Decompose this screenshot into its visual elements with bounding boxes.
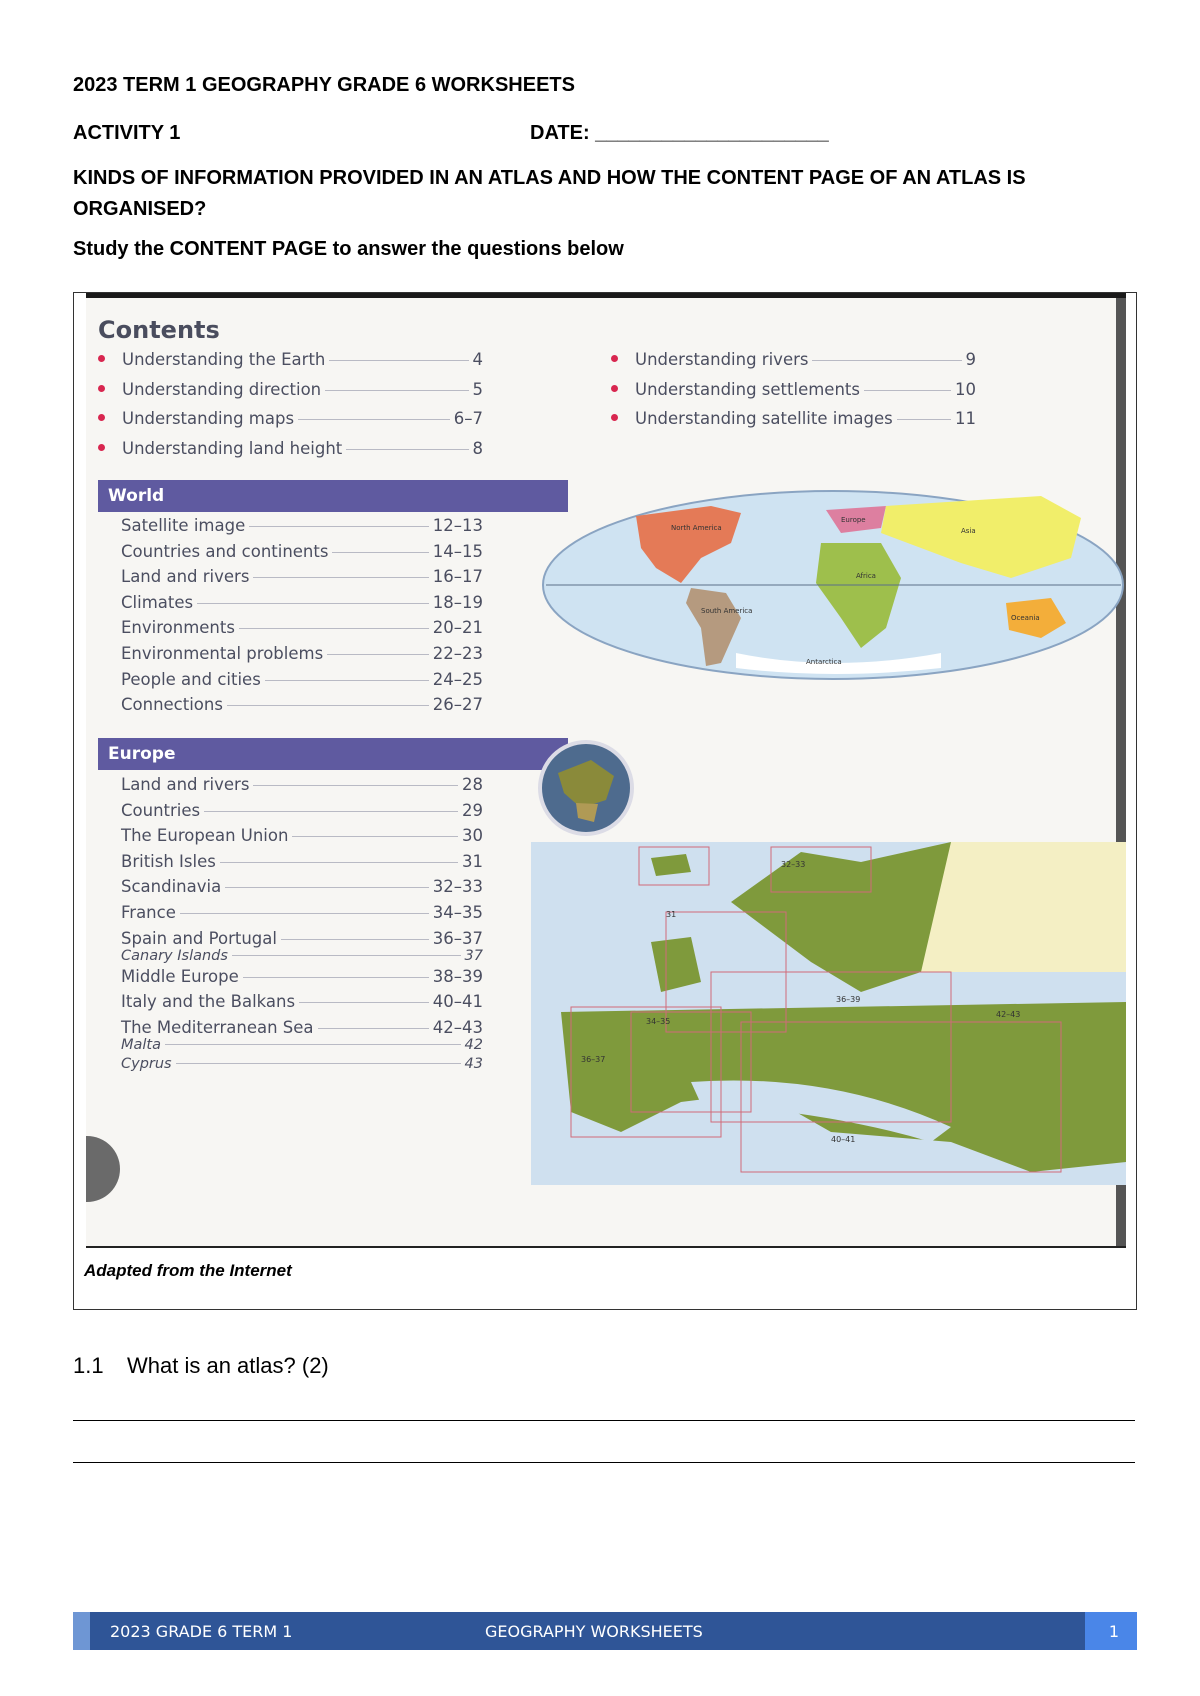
toc-entry-label: Spain and Portugal — [121, 928, 277, 948]
toc-entry — [121, 801, 483, 820]
toc-leader — [299, 1002, 429, 1003]
toc-entry-label: Connections — [121, 695, 223, 715]
toc-entry — [611, 350, 976, 369]
toc-entry — [121, 948, 483, 964]
toc-leader — [292, 836, 458, 837]
toc-entry-label: Environments — [121, 618, 235, 638]
instruction: Study the CONTENT PAGE to answer the questions below — [73, 238, 624, 260]
globe-image — [536, 738, 636, 838]
toc-entry — [121, 1056, 483, 1072]
toc-entry — [121, 516, 483, 535]
toc-entry-label: Land and rivers — [121, 775, 250, 794]
atlas-scan — [86, 293, 1126, 1248]
toc-entry-label: British Isles — [121, 851, 216, 871]
footer-page-number: 1 — [1108, 1622, 1119, 1641]
world-heading: World — [98, 480, 568, 512]
toc-leader — [812, 360, 961, 361]
map-label-antarctica: Antarctica — [806, 658, 842, 666]
toc-entry-page: 26–27 — [432, 695, 483, 715]
toc-entry-page: 32–33 — [432, 877, 483, 897]
toc-leader — [281, 939, 429, 940]
toc-entry — [611, 380, 976, 399]
toc-leader — [165, 1044, 461, 1045]
world-map-image — [541, 488, 1126, 683]
toc-entry-label: Scandinavia — [121, 877, 222, 897]
figure-caption: Adapted from the Internet — [84, 1261, 292, 1280]
toc-leader — [232, 955, 461, 956]
toc-entry-page: 37 — [464, 947, 483, 964]
map-label-36-37: 36–37 — [581, 1055, 606, 1064]
toc-entry-page: 29 — [462, 800, 483, 820]
toc-entry-page: 28 — [462, 775, 483, 794]
map-label-31: 31 — [666, 910, 677, 919]
toc-leader — [327, 654, 429, 655]
toc-leader — [243, 977, 429, 978]
toc-entry — [121, 826, 483, 845]
toc-entry-page: 6–7 — [453, 409, 483, 428]
toc-entry-label: France — [121, 903, 176, 922]
toc-entry-page: 12–13 — [432, 516, 483, 535]
toc-entry-page: 22–23 — [432, 644, 483, 663]
toc-leader — [253, 785, 458, 786]
toc-entry-label: Understanding settlements — [635, 379, 860, 399]
toc-entry-page: 24–25 — [432, 669, 483, 689]
question-1-1 — [73, 1353, 329, 1379]
europe-heading: Europe — [98, 738, 568, 770]
toc-entry-label: The European Union — [121, 826, 289, 846]
toc-entry — [121, 929, 483, 948]
toc-entry — [121, 644, 483, 663]
contents-title: Contents — [98, 316, 220, 344]
toc-leader — [318, 1028, 429, 1029]
toc-leader — [180, 913, 429, 914]
toc-entry-page: 10 — [955, 379, 976, 399]
toc-entry — [121, 903, 483, 922]
toc-entry-label: Cyprus — [121, 1055, 172, 1072]
toc-entry — [121, 852, 483, 871]
toc-entry — [98, 409, 483, 428]
footer-grade-term: 2023 GRADE 6 TERM 1 — [110, 1622, 293, 1641]
toc-leader — [239, 628, 429, 629]
toc-entry-label: The Mediterranean Sea — [121, 1017, 314, 1037]
toc-entry-page: 18–19 — [432, 592, 483, 612]
map-label-oceania: Oceania — [1011, 614, 1040, 622]
toc-entry-label: Countries — [121, 800, 201, 820]
toc-entry — [121, 967, 483, 986]
toc-entry — [98, 439, 483, 458]
toc-entry — [121, 775, 483, 794]
question-number: 1.1 — [73, 1353, 104, 1378]
toc-entry-label: Understanding rivers — [635, 350, 809, 369]
toc-entry-page: 16–17 — [432, 567, 483, 587]
toc-entry-page: 20–21 — [432, 618, 483, 638]
toc-entry — [121, 567, 483, 586]
toc-leader — [249, 526, 429, 527]
question-text: What is an atlas? (2) — [127, 1353, 329, 1378]
toc-leader — [197, 603, 429, 604]
contents-page-figure — [73, 292, 1137, 1310]
toc-entry-label: Middle Europe — [121, 966, 239, 986]
toc-entry-page: 40–41 — [432, 992, 483, 1012]
bullet-icon — [98, 444, 105, 451]
bullet-icon — [611, 385, 618, 392]
answer-line-2[interactable] — [73, 1462, 1135, 1463]
toc-entry-page: 8 — [472, 438, 483, 458]
toc-entry-page: 4 — [472, 350, 483, 369]
map-label-north-america: North America — [671, 524, 722, 532]
toc-entry-page: 36–37 — [432, 928, 483, 948]
map-label-40-41: 40–41 — [831, 1135, 856, 1144]
toc-entry-label: People and cities — [121, 669, 261, 689]
toc-entry-page: 11 — [955, 409, 976, 428]
toc-entry — [121, 670, 483, 689]
toc-entry-page: 43 — [464, 1055, 483, 1072]
worksheet-title: 2023 TERM 1 GEOGRAPHY GRADE 6 WORKSHEETS — [73, 74, 575, 96]
activity-label: ACTIVITY 1 — [73, 122, 181, 144]
toc-entry-label: Countries and continents — [121, 541, 329, 561]
toc-leader — [864, 390, 951, 391]
europe-map-image — [531, 842, 1126, 1185]
toc-leader — [332, 552, 428, 553]
toc-entry-label: Understanding direction — [122, 379, 322, 399]
answer-line-1[interactable] — [73, 1420, 1135, 1421]
toc-entry-label: Malta — [121, 1036, 161, 1053]
toc-entry — [121, 695, 483, 714]
toc-entry-page: 9 — [965, 350, 976, 369]
toc-entry — [98, 380, 483, 399]
toc-entry — [121, 992, 483, 1011]
toc-entry — [98, 350, 483, 369]
toc-leader — [897, 419, 951, 420]
bullet-icon — [611, 355, 618, 362]
toc-entry-label: Italy and the Balkans — [121, 992, 296, 1012]
toc-leader — [204, 811, 458, 812]
toc-entry — [611, 409, 976, 428]
toc-entry — [121, 1018, 483, 1037]
toc-entry-page: 38–39 — [432, 966, 483, 986]
toc-leader — [346, 449, 468, 450]
toc-entry-page: 5 — [472, 379, 483, 399]
toc-entry-page: 14–15 — [432, 541, 483, 561]
toc-entry — [121, 593, 483, 612]
toc-entry-label: Satellite image — [121, 516, 246, 535]
toc-entry-label: Understanding satellite images — [635, 409, 893, 428]
toc-entry-label: Understanding the Earth — [122, 350, 326, 369]
footer-left-accent — [73, 1612, 90, 1650]
topic-heading: KINDS OF INFORMATION PROVIDED IN AN ATLAS AND HOW THE CONTENT PAGE OF AN ATLAS IS ORGANISED? — [73, 167, 1026, 220]
toc-leader — [220, 862, 458, 863]
toc-entry — [121, 542, 483, 561]
toc-entry-page: 30 — [462, 826, 483, 846]
toc-entry-page: 34–35 — [432, 903, 483, 922]
map-label-europe: Europe — [841, 516, 866, 524]
map-label-32-33: 32–33 — [781, 860, 806, 869]
toc-entry-page: 42–43 — [432, 1017, 483, 1037]
toc-entry-label: Understanding land height — [122, 438, 343, 458]
toc-leader — [325, 390, 468, 391]
bullet-icon — [98, 385, 105, 392]
page-tab-marker — [86, 1136, 120, 1202]
toc-entry-label: Canary Islands — [121, 947, 228, 964]
toc-entry-label: Understanding maps — [122, 409, 295, 428]
toc-entry-page: 31 — [462, 851, 483, 871]
map-label-42-43: 42–43 — [996, 1010, 1021, 1019]
footer-subject: GEOGRAPHY WORKSHEETS — [485, 1622, 703, 1641]
date-field: DATE: _____________________ — [530, 122, 829, 144]
toc-entry-page: 42 — [464, 1036, 483, 1053]
toc-leader — [225, 887, 429, 888]
page-footer — [73, 1612, 1137, 1650]
toc-leader — [253, 577, 428, 578]
map-label-south-america: South America — [701, 607, 753, 615]
toc-leader — [176, 1063, 461, 1064]
bullet-icon — [98, 355, 105, 362]
toc-entry-label: Climates — [121, 592, 194, 612]
map-label-asia: Asia — [961, 527, 976, 535]
toc-leader — [265, 680, 429, 681]
bullet-icon — [611, 414, 618, 421]
toc-entry — [121, 1037, 483, 1053]
map-label-36-39: 36–39 — [836, 995, 861, 1004]
toc-leader — [298, 419, 450, 420]
toc-leader — [227, 705, 429, 706]
map-label-34-35: 34–35 — [646, 1017, 671, 1026]
toc-entry — [121, 877, 483, 896]
bullet-icon — [98, 414, 105, 421]
toc-entry — [121, 618, 483, 637]
toc-entry-label: Environmental problems — [121, 644, 324, 663]
map-label-africa: Africa — [856, 572, 876, 580]
toc-entry-label: Land and rivers — [121, 567, 250, 587]
toc-leader — [329, 360, 468, 361]
